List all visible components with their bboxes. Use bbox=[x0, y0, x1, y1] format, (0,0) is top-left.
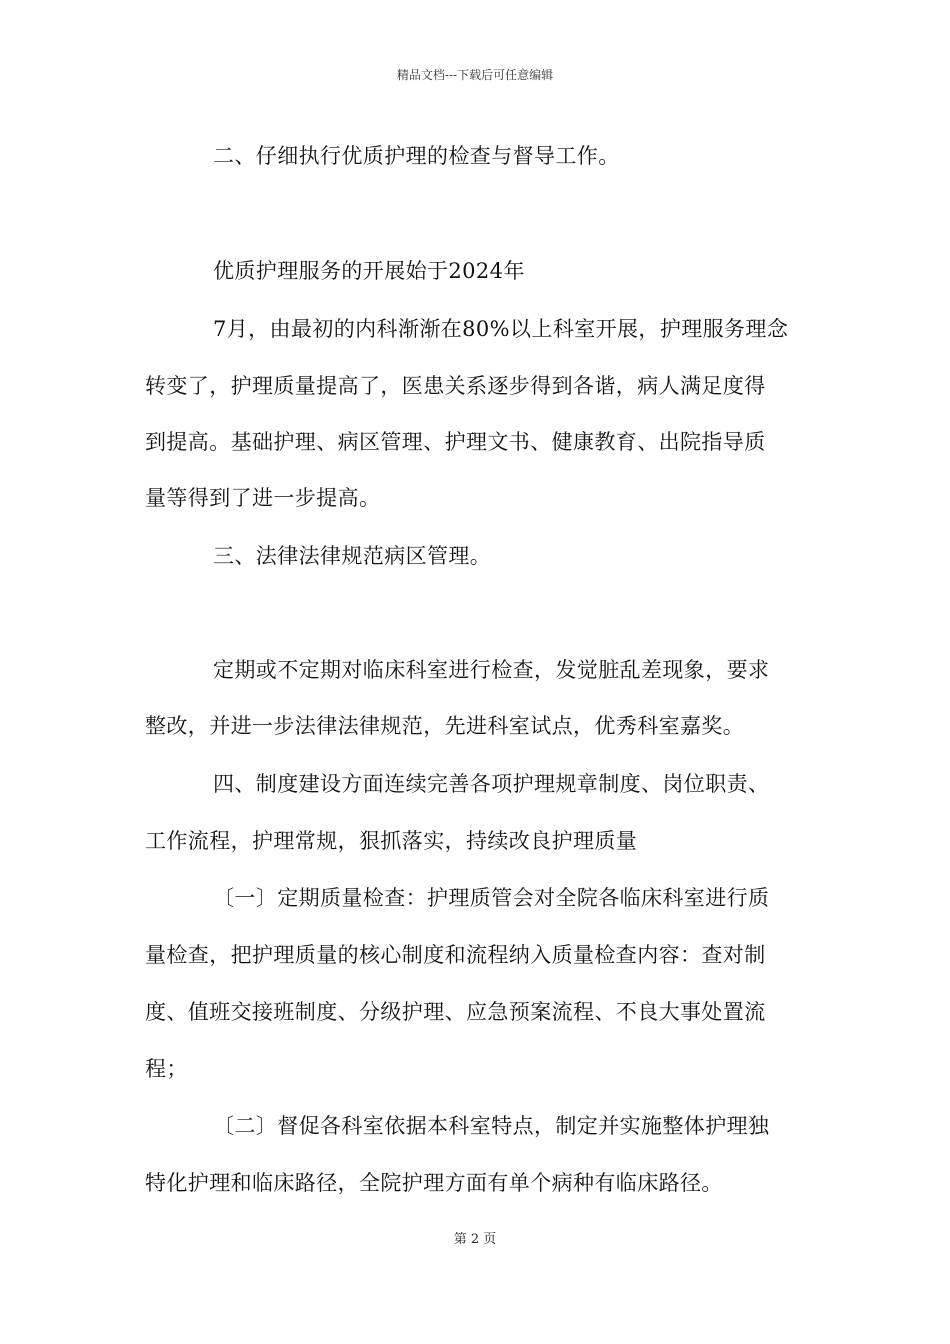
paragraph-line: 工作流程，护理常规，狠抓落实，持续改良护理质量 bbox=[145, 829, 638, 853]
paragraph-line: 到提高。基础护理、病区管理、护理文书、健康教育、出院指导质 bbox=[145, 430, 766, 454]
paragraph-line: 量检查，把护理质量的核心制度和流程纳入质量检查内容：查对制 bbox=[145, 943, 766, 967]
paragraph-line: 定期或不定期对临床科室进行检查，发觉脏乱差现象，要求 bbox=[213, 658, 770, 682]
paragraph-line: 〔二〕督促各科室依据本科室特点，制定并实施整体护理独 bbox=[213, 1114, 770, 1138]
paragraph-line: 7月，由最初的内科渐渐在80%以上科室开展，护理服务理念 bbox=[213, 317, 789, 341]
section-heading-2: 二、仔细执行优质护理的检查与督导工作。 bbox=[213, 144, 620, 168]
paragraph-line: 度、值班交接班制度、分级护理、应急预案流程、不良大事处置流 bbox=[145, 1000, 766, 1024]
paragraph-line: 转变了，护理质量提高了，医患关系逐步得到各谐，病人满足度得 bbox=[145, 374, 766, 398]
paragraph-line: 〔一〕定期质量检查：护理质管会对全院各临床科室进行质 bbox=[213, 886, 770, 910]
paragraph-line: 程； bbox=[145, 1057, 188, 1081]
paragraph-line: 量等得到了进一步提高。 bbox=[145, 486, 381, 510]
section-heading-3: 三、法律法律规范病区管理。 bbox=[213, 544, 492, 568]
section-heading-4: 四、制度建设方面连续完善各项护理规章制度、岗位职责、 bbox=[213, 772, 770, 796]
page-number: 第 2 页 bbox=[453, 1232, 497, 1247]
paragraph-line: 特化护理和临床路径，全院护理方面有单个病种有临床路径。 bbox=[145, 1171, 723, 1195]
paragraph-line: 优质护理服务的开展始于2024年 bbox=[213, 259, 525, 283]
document-header: 精品文档---下载后可任意编辑 bbox=[396, 68, 554, 82]
paragraph-line: 整改，并进一步法律法律规范，先进科室试点，优秀科室嘉奖。 bbox=[145, 714, 745, 738]
